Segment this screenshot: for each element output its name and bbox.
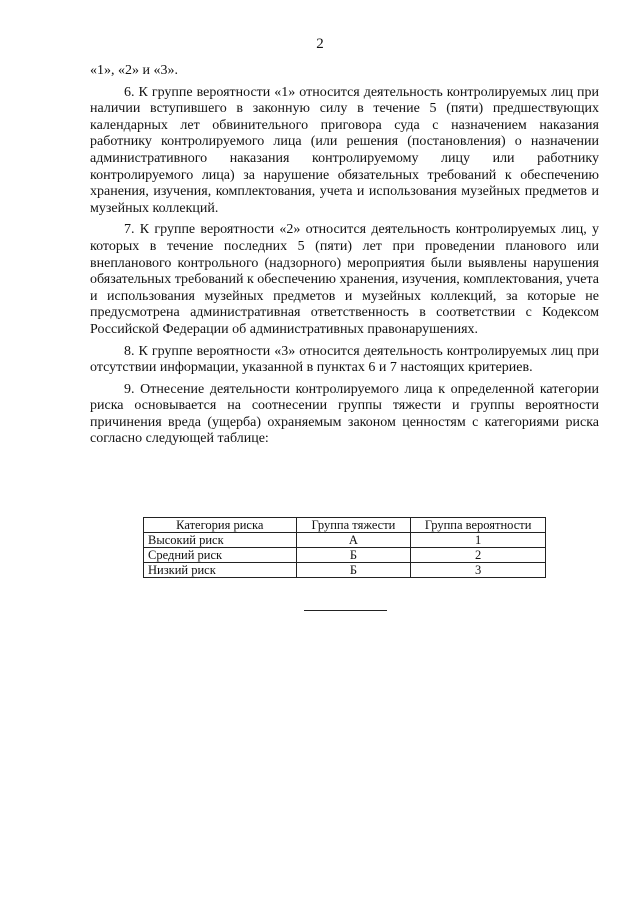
cell-risk-category: Высокий риск (144, 533, 297, 548)
paragraph-7: 7. К группе вероятности «2» относится деятельность контролируемых лиц, у которых в течение последних 5 (пяти) лет при проведении планового или внепланового контрольного (надзорного) мероприятия были выявлены нарушения обязательных требований к обеспечению хранения, изучения, комплектования, учета и использования музейных предметов и музейных коллекций, за которые не предусмотрена административная ответственность в соответствии с Кодексом Российской Федерации об административных правонарушениях. (90, 222, 600, 337)
cell-risk-category: Низкий риск (144, 563, 297, 578)
cell-probability-group: 1 (411, 533, 546, 548)
paragraph-8: 8. К группе вероятности «3» относится деятельность контролируемых лиц при отсутствии информации, указанной в пунктах 6 и 7 настоящих критериев. (90, 343, 599, 376)
header-risk-category: Категория риска (144, 518, 297, 533)
risk-category-table (143, 517, 546, 578)
table-row (144, 548, 546, 563)
cell-severity-group: А (296, 533, 411, 548)
paragraph-9: 9. Отнесение деятельности контролируемого лица к определенной категории риска основывается на соотнесении группы тяжести и группы вероятности причинения вреда (ущерба) охраняемым законом ценностям с категориями риска согласно следующей таблице: (90, 381, 599, 447)
paragraph-continuation: «1», «2» и «3». (90, 63, 178, 78)
document-body (90, 63, 599, 453)
page-number: 2 (316, 36, 324, 52)
table-header-row (144, 518, 546, 533)
cell-risk-category: Средний риск (144, 548, 297, 563)
cell-severity-group: Б (296, 548, 411, 563)
cell-severity-group: Б (296, 563, 411, 578)
header-probability-group: Группа вероятности (411, 518, 546, 533)
end-of-document-rule (304, 610, 387, 611)
header-severity-group: Группа тяжести (296, 518, 411, 533)
table-row (144, 533, 546, 548)
cell-probability-group: 3 (411, 563, 546, 578)
table-row (144, 563, 546, 578)
paragraph-6: 6. К группе вероятности «1» относится деятельность контролируемых лиц при наличии вступившего в законную силу в течение 5 (пяти) предшествующих календарных лет обвинительного приговора суда с назначением наказания работнику контролируемого лица (или решения (постановления) о назначении административного наказания контролируемому лицу или работнику контролируемого лица) за нарушение обязательных требований к обеспечению хранения, изучения, комплектования, учета и использования музейных предметов и музейных коллекций. (90, 84, 599, 216)
cell-probability-group: 2 (411, 548, 546, 563)
